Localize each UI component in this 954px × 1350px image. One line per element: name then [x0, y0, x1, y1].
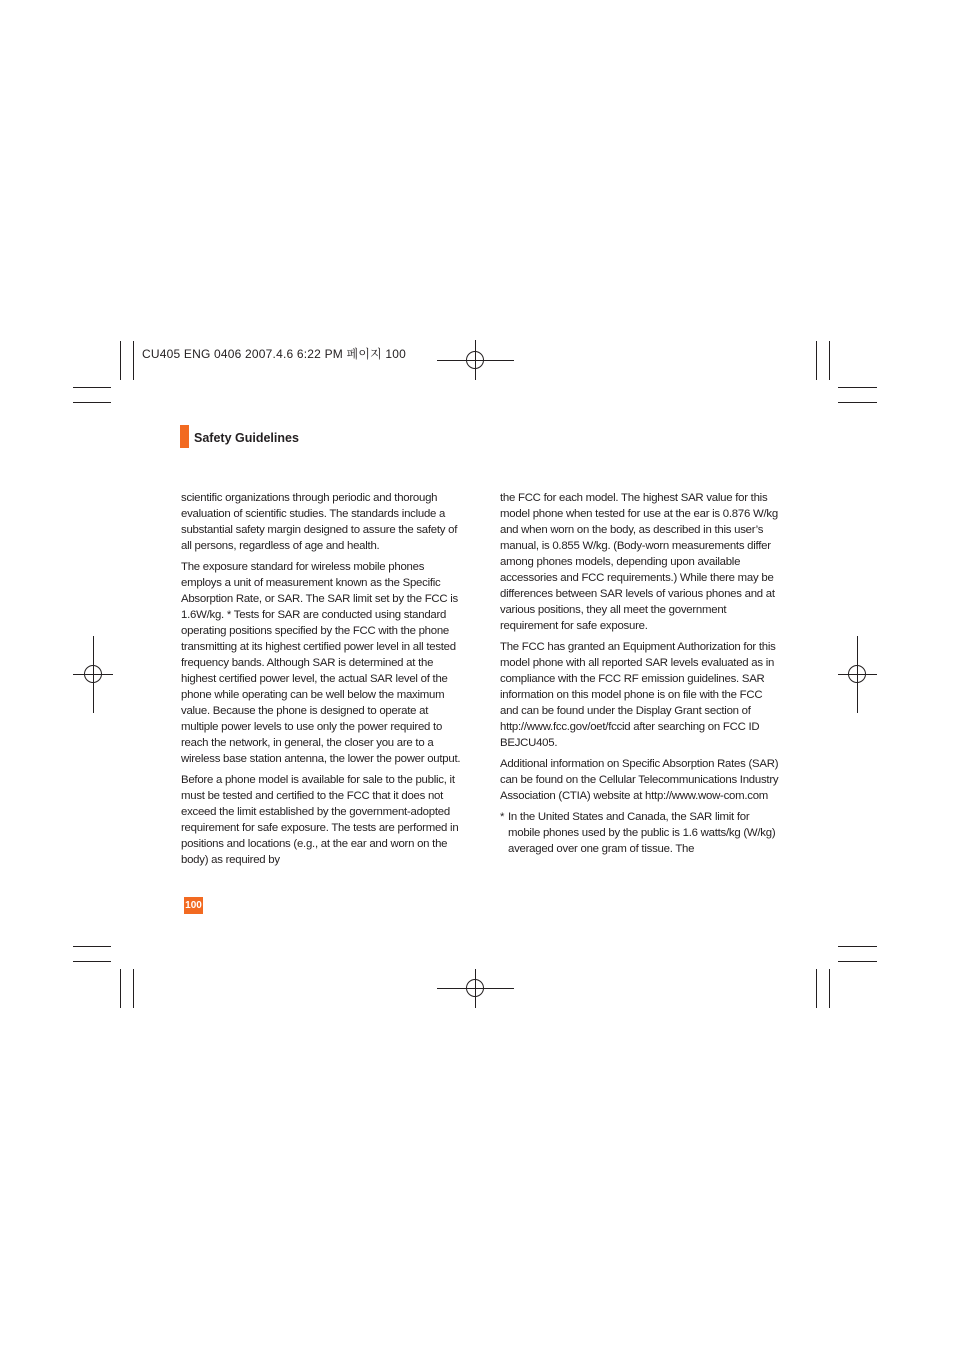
crop-mark	[838, 387, 877, 388]
printer-slug: CU405 ENG 0406 2007.4.6 6:22 PM 페이지 100	[142, 347, 407, 361]
paragraph: The FCC has granted an Equipment Authorization for this model phone with all reported SAR levels evaluated as in compliance with the FCC RF emission guidelines. SAR information on this model phone is on file with the FCC and can be found under the Display Grant section of http://www.fcc.gov/oet/fccid after searching on FCC ID BEJCU405.	[500, 641, 776, 749]
crop-mark	[838, 402, 877, 403]
crop-mark	[73, 402, 111, 403]
paragraph: Additional information on Specific Absorption Rates (SAR) can be found on the Cellular Telecommunications Industry Association (CTIA) website at http://www.wow-com.com	[500, 758, 779, 802]
section-title: Safety Guidelines	[194, 431, 299, 445]
crop-mark	[73, 961, 111, 962]
footnote-text: In the United States and Canada, the SAR limit for mobile phones used by the public is 1.6 watts/kg (W/kg) averaged over one gram of tissue. The	[508, 811, 776, 855]
footnote	[500, 809, 782, 857]
crop-mark	[133, 969, 134, 1008]
right-column	[500, 490, 782, 862]
crop-mark	[829, 969, 830, 1008]
crop-mark	[838, 946, 877, 947]
crop-mark	[829, 341, 830, 380]
crop-mark	[120, 969, 121, 1008]
paragraph: The exposure standard for wireless mobile phones employs a unit of measurement known as the Specific Absorption Rate, or SAR. The SAR limit set by the FCC is 1.6W/kg. * Tests for SAR are conducted using standard operating positions specified by the FCC with the phone transmitting at its highest certified power level in all tested frequency bands. Although SAR is determined at the highest certified power level, the actual SAR level of the phone while operating can be well below the maximum value. Because the phone is designed to operate at multiple power levels to use only the power required to reach the network, in general, the closer you are to a wireless base station antenna, the lower the power output.	[181, 561, 461, 765]
crop-mark	[73, 946, 111, 947]
paragraph: the FCC for each model. The highest SAR value for this model phone when tested for use at the ear is 0.876 W/kg and when worn on the body, as described in this user’s manual, is 0.855 W/kg. (Body-worn measurements differ among phones models, depending upon available accessories and FCC requirements.) While there may be differences between SAR levels of various phones and at various positions, they all meet the government requirement for safe exposure.	[500, 492, 778, 632]
paragraph: scientific organizations through periodic and thorough evaluation of scientific studies. The standards include a substantial safety margin designed to assure the safety of all persons, regardless of age and health.	[181, 492, 458, 552]
left-column	[181, 490, 465, 873]
crop-mark	[816, 341, 817, 380]
footnote-marker: *	[500, 811, 505, 823]
crop-mark	[120, 341, 121, 380]
crop-mark	[73, 387, 111, 388]
page-number: 100	[184, 897, 203, 914]
section-marker	[180, 425, 189, 448]
paragraph: Before a phone model is available for sale to the public, it must be tested and certified to the FCC that it does not exceed the limit established by the government-adopted requirement for safe exposure. The tests are performed in positions and locations (e.g., at the ear and worn on the body) as required by	[181, 774, 459, 866]
crop-mark	[133, 341, 134, 380]
crop-mark	[838, 961, 877, 962]
crop-mark	[816, 969, 817, 1008]
